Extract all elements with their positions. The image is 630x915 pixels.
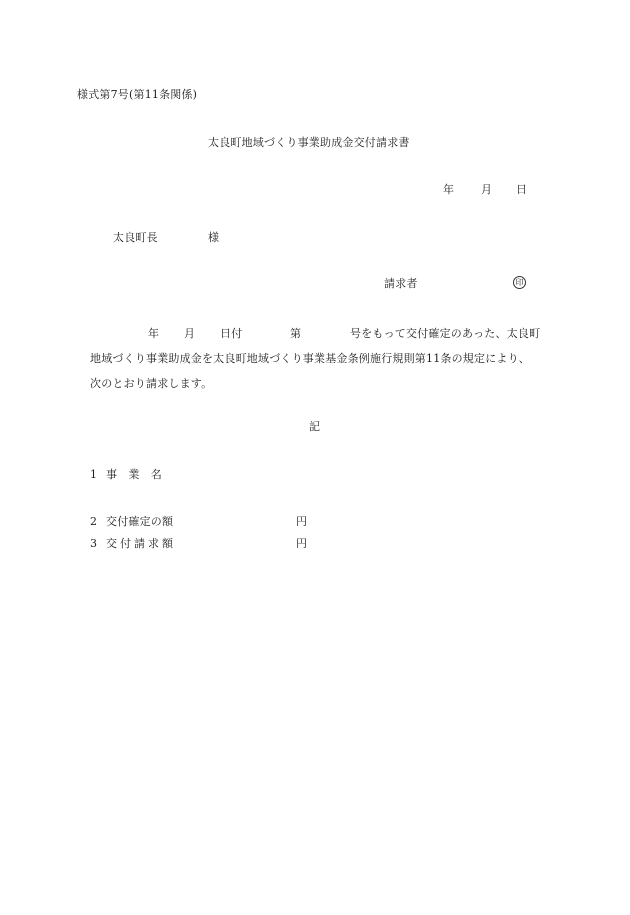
addressee-honorific: 様 [208, 231, 220, 244]
body-line-1: 号をもって交付確定のあった、太良町 [350, 327, 541, 340]
note-heading: 記 [309, 420, 321, 433]
date-month-label: 月 [481, 183, 493, 196]
date-day-label: 日 [516, 183, 528, 196]
ref-month-label: 月 [184, 327, 196, 340]
claimant-label: 請求者 [384, 277, 418, 290]
ref-day-label: 日付 [220, 327, 243, 340]
seal-mark: 印 [513, 276, 526, 289]
ref-number-prefix: 第 [290, 327, 302, 340]
item-1-number: 1 [90, 468, 98, 481]
item-1-label: 事 業 名 [106, 468, 162, 481]
item-3-unit: 円 [296, 537, 308, 550]
form-number: 様式第7号(第11条関係) [77, 88, 198, 101]
date-year-label: 年 [443, 183, 455, 196]
body-line-2: 地域づくり事業助成金を太良町地域づくり事業基金条例施行規則第11条の規定により、 [90, 352, 530, 365]
item-2-number: 2 [90, 515, 98, 528]
item-3-label: 交付請求額 [106, 537, 176, 550]
item-2-label: 交付確定の額 [106, 515, 174, 528]
body-line-3: 次のとおり請求します。 [90, 377, 213, 390]
page-title: 太良町地域づくり事業助成金交付請求書 [208, 136, 410, 149]
item-3-number: 3 [90, 537, 98, 550]
addressee-name: 太良町長 [113, 231, 158, 244]
item-2-unit: 円 [296, 515, 308, 528]
ref-year-label: 年 [148, 327, 160, 340]
